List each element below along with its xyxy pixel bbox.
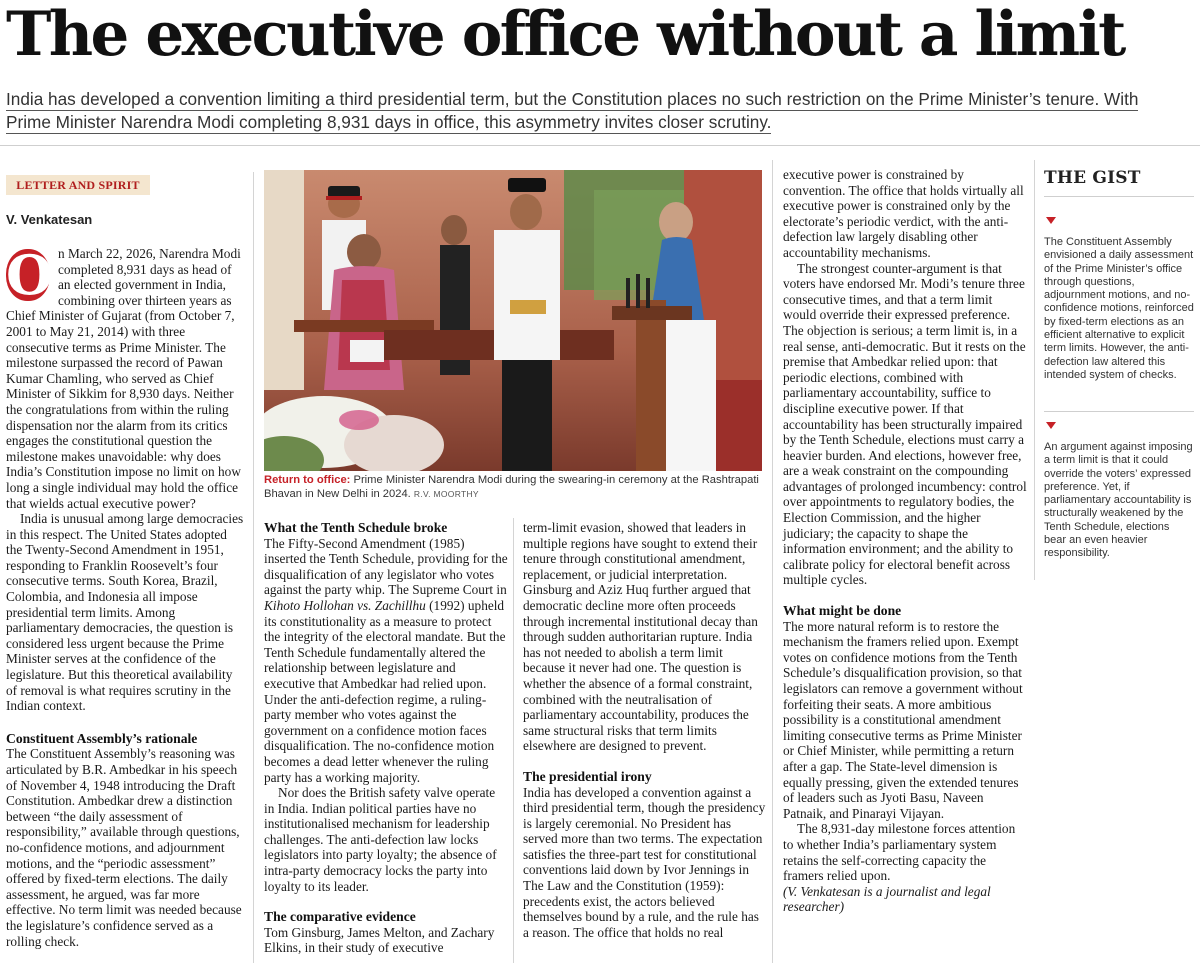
gist-divider bbox=[1044, 411, 1194, 412]
header-divider bbox=[0, 145, 1200, 146]
text-run: The Fifty-Second Amendment (1985) inserted the Tenth Schedule, providing for the disqualification of any legislator who votes against the party whip. The Supreme Court in bbox=[264, 535, 508, 598]
column-1 bbox=[6, 243, 246, 949]
gist-divider bbox=[1044, 196, 1194, 197]
text-run: (1992) upheld its constitutionality as a measure to protect the integrity of the electoral mandate. But the Tenth Schedule fundamentally altered the relationship between legislature and executive that Ambedkar had relied upon. Under the anti-defection regime, a ruling-party member who votes against the government on a confidence motion faces disqualification. The no-confidence motion becomes a dead letter whenever the ruling party has a working majority. bbox=[264, 597, 506, 785]
paragraph: executive power is constrained by convention. The office that holds virtually all executive power is constrained only by the electorate’s periodic verdict, with the anti-defection law largely disabling other accountability mechanisms. bbox=[783, 167, 1024, 260]
ceremony-photo bbox=[264, 170, 762, 471]
opening-paragraph-text: n March 22, 2026, Narendra Modi completed 8,931 days as head of an elected government in India, combining over thirteen years as Chief Minister of Gujarat (from October 7, 2001 to May 21, 2014) with three consecutive terms as Prime Minister. The milestone surpassed the record of Pawan Kumar Chamling, who served as Chief Minister of Sikkim for 8,930 days. Neither the congratulations from within the ruling dispensation nor the alarm from its critics engages the constitutional question the milestone makes unavoidable: why does India’s Constitution impose no limit on how long a single individual may hold the office that wields actual executive power? bbox=[6, 246, 241, 511]
subhead-what-might-be-done: What might be done bbox=[783, 603, 902, 619]
gist-item-1: The Constituent Assembly envisioned a daily assessment of the Prime Minister’s office through questions, adjournment motions, and no-confidence motions, reinforced by fixed-term elections as an efficient alternative to explicit term limits. However, the anti-defection law altered this intended system of checks. bbox=[1044, 236, 1194, 381]
opening-paragraph bbox=[6, 243, 246, 511]
subhead-presidential-irony: The presidential irony bbox=[523, 768, 652, 784]
standfirst bbox=[6, 88, 1186, 134]
byline: V. Venkatesan bbox=[6, 212, 93, 227]
gist-title: THE GIST bbox=[1044, 168, 1141, 188]
photo-credit: R.V. MOORTHY bbox=[413, 489, 479, 499]
column-divider-4 bbox=[1034, 160, 1035, 580]
paragraph bbox=[264, 536, 508, 786]
gist-item-2: An argument against imposing a term limit is that it could override the voters’ expressed preference. Yet, if parliamentary accountability is structurally weakened by the Tenth Schedule, elections bear an even heavier responsibility. bbox=[1044, 441, 1193, 560]
subhead-comparative-evidence: The comparative evidence bbox=[264, 909, 416, 925]
column-3 bbox=[523, 520, 767, 940]
paragraph: India is unusual among large democracies in this respect. The United States adopted the Twenty-Second Amendment in 1951, responding to Franklin Roosevelt’s four consecutive terms. South Korea, Brazil, Colombia, and Indonesia all impose presidential term limits. Among parliamentary democracies, the question is considered less urgent because the Prime Minister serves at the confidence of the legislature. But this theoretical availability of removal is what requires scrutiny in the Indian context. bbox=[6, 511, 244, 714]
column-divider-2 bbox=[513, 518, 514, 963]
column-divider-1 bbox=[253, 172, 254, 963]
case-name: Kihoto Hollohan vs. Zachillhu bbox=[264, 597, 426, 613]
column-divider-3 bbox=[772, 160, 773, 963]
section-kicker: LETTER AND SPIRIT bbox=[6, 175, 150, 195]
author-note: (V. Venkatesan is a journalist and legal researcher) bbox=[783, 883, 991, 915]
paragraph: Tom Ginsburg, James Melton, and Zachary Elkins, in their study of executive bbox=[264, 924, 495, 956]
standfirst-text: India has developed a convention limiting a third presidential term, but the Constitution places no such restriction on the Prime Minister’s tenure. With Prime Minister Narendra Modi completing 8,931 days in office, this asymmetry invites closer scrutiny. bbox=[6, 89, 1139, 132]
swearing-in-ceremony-image bbox=[264, 170, 762, 471]
paragraph: India has developed a convention against a third presidential term, though the presidency is largely ceremonial. No President has served more than two terms. The expectation satisfies the three-part test for constitutional conventions laid down by Ivor Jennings in The Law and the Constitution (1959): precedents exist, the actors believed themselves bound by a rule, and the rule has a reason. The office that holds no real bbox=[523, 784, 766, 940]
triangle-bullet-icon bbox=[1046, 422, 1056, 429]
paragraph: term-limit evasion, showed that leaders in multiple regions have sought to extend their tenure through constitutional amendment, replacement, or judicial interpretation. Ginsburg and Aziz Huq further argued that democratic decline more often proceeds through incremental institutional decay than through sudden authoritarian rupture. India has not needed to abolish a term limit because it never had one. The question is whether the absence of a formal constraint, combined with the neutralisation of parliamentary accountability, produces the same structural risks that term limits elsewhere are designed to prevent. bbox=[523, 520, 758, 754]
paragraph: The Constituent Assembly’s reasoning was articulated by B.R. Ambedkar in his speech of November 4, 1948 introducing the Draft Constitution. Ambedkar drew a distinction between “the daily assessment of responsibility,” available through questions, no-confidence motions, and adjournment motions, and the “periodic assessment” offered by fixed-term elections. The daily assessment, he argued, was far more effective. No term limit was needed because the legislature’s confidence served as a rolling check. bbox=[6, 746, 242, 949]
subhead-tenth-schedule: What the Tenth Schedule broke bbox=[264, 520, 448, 535]
paragraph: Nor does the British safety valve operate in India. Indian political parties have no institutionalised mechanism for leadership challenges. The anti-defection law locks legislators into party loyalty; the absence of intra-party democracy locks the party into loyalty to its leader. bbox=[264, 785, 497, 894]
caption-lead: Return to office: bbox=[264, 474, 351, 486]
column-4 bbox=[783, 167, 1028, 915]
paragraph: The 8,931-day milestone forces attention to whether India’s parliamentary system retains the self-correcting capacity the framers relied upon. bbox=[783, 821, 1016, 884]
subhead-constituent-assembly: Constituent Assembly’s rationale bbox=[6, 730, 198, 746]
caption-text: Prime Minister Narendra Modi during the swearing-in ceremony at the Rashtrapati Bhavan in New Delhi in 2024. bbox=[264, 474, 759, 500]
triangle-bullet-icon bbox=[1046, 217, 1056, 224]
headline: The executive office without a limit bbox=[6, 0, 1124, 70]
paragraph: The more natural reform is to restore the mechanism the framers relied upon. Exempt votes on confidence motions from the Tenth Schedule’s disqualification provision, so that legislators can remove a government without forfeiting their seats. A more ambitious possibility is a constitutional amendment limiting consecutive terms as Prime Minister or Chief Minister, while permitting a return after a gap. The State-level dimension is equally pressing, given the extended tenures of leaders such as Jyoti Basu, Naveen Patnaik, and Pinarayi Vijayan. bbox=[783, 618, 1023, 821]
photo-caption bbox=[264, 473, 762, 501]
paragraph: The strongest counter-argument is that voters have endorsed Mr. Modi’s tenure three consecutive times, and that a term limit would override their expressed preference. The objection is serious; a term limit is, in a real sense, anti-democratic. But it rests on the premise that Ambedkar relied upon: that periodic elections, combined with parliamentary accountability, suffice to discipline executive power. If that accountability has been structurally impaired by the Tenth Schedule, elections must carry a heavier burden. And elections, however free, are a weak constraint on the compounding advantages of prolonged incumbency: control over appointments to regulatory bodies, the Election Commission, and the higher judiciary; the capacity to shape the information environment; and the ability to calibrate policy for electoral benefit across multiple cycles. bbox=[783, 260, 1027, 588]
drop-cap: O bbox=[6, 243, 54, 307]
column-2 bbox=[264, 520, 508, 956]
